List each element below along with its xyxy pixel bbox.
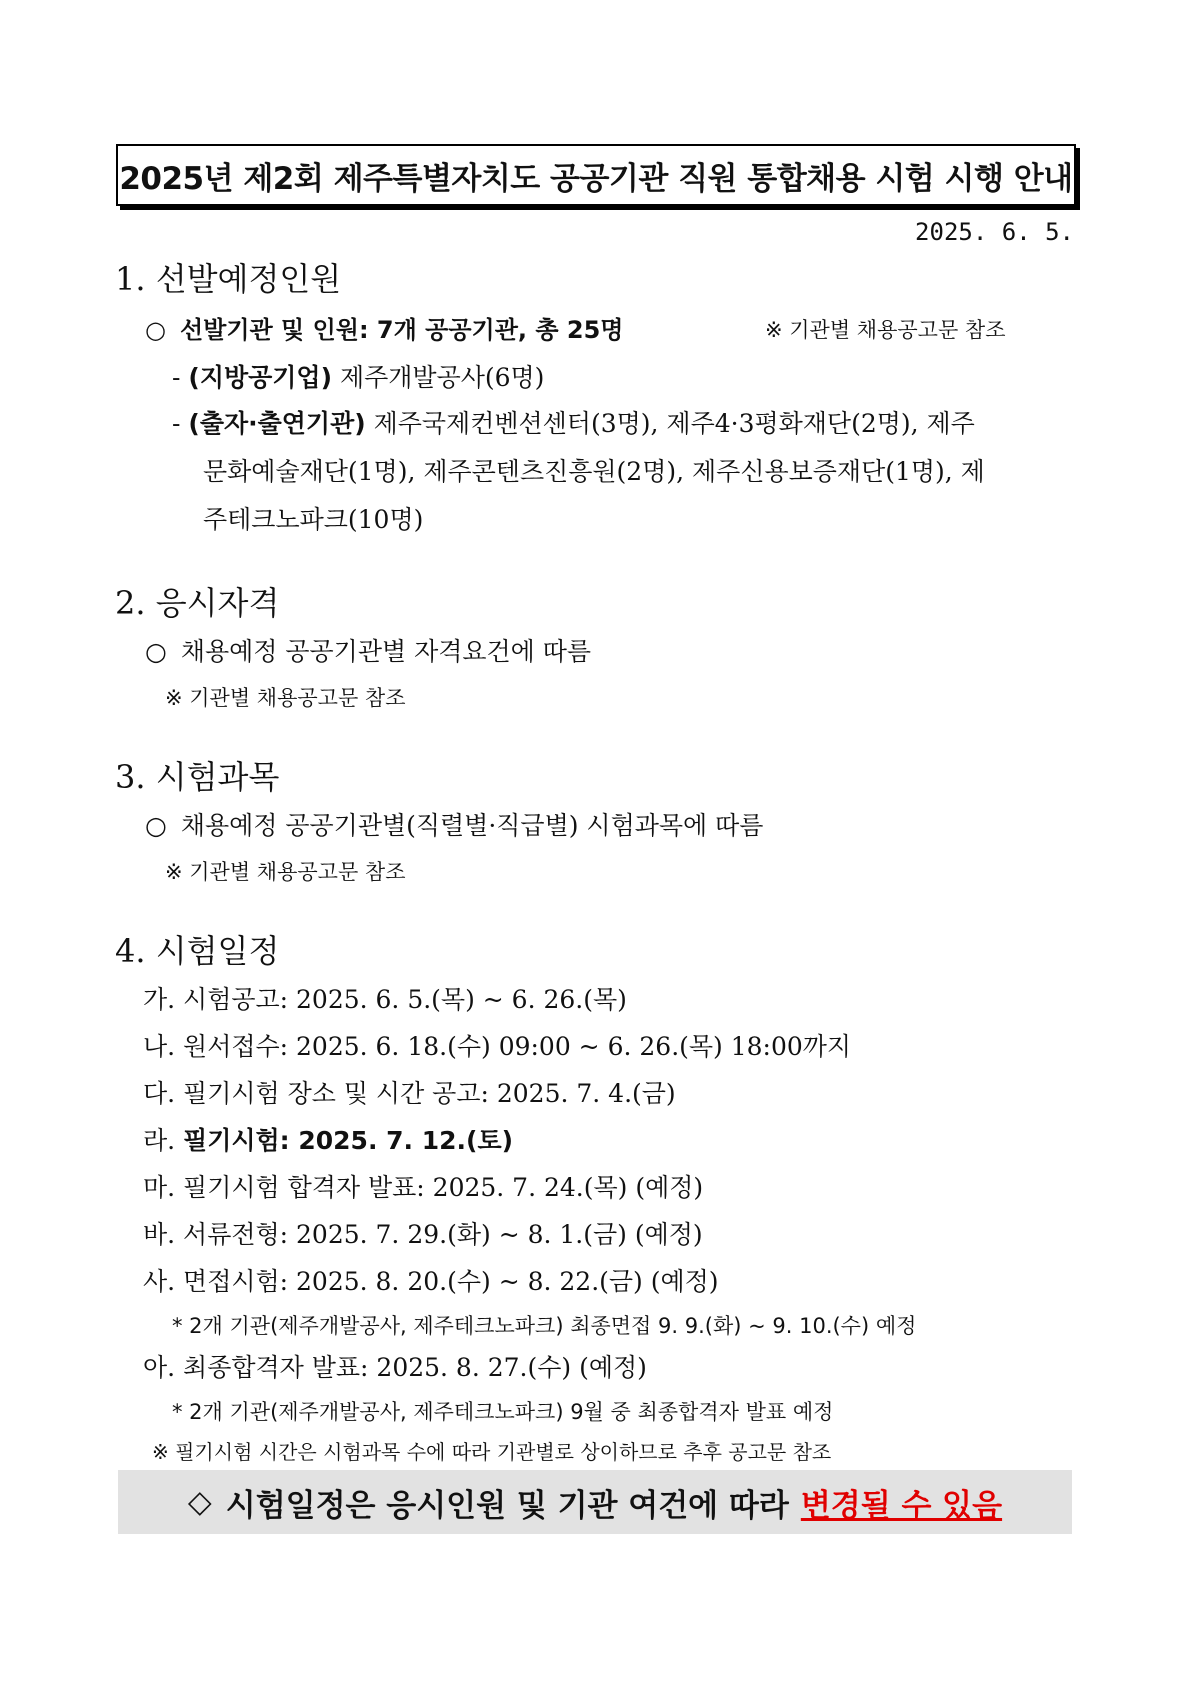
section1-item xyxy=(145,310,623,345)
notice-banner xyxy=(118,1470,1072,1534)
schedule-item-ra-prefix: 라. xyxy=(143,1126,176,1155)
section2-item-text: 채용예정 공공기관별 자격요건에 따름 xyxy=(180,637,592,666)
section3-heading: 3. 시험과목 xyxy=(115,758,280,796)
banner-highlight: 변경될 수 있음 xyxy=(800,1487,1003,1524)
bullet-icon: ○ xyxy=(145,811,167,840)
section2-note: ※ 기관별 채용공고문 참조 xyxy=(165,686,406,710)
section1-sub2-line3: 주테크노파크(10명) xyxy=(203,505,424,534)
section1-sub1 xyxy=(172,358,544,394)
schedule-item-ga: 가. 시험공고: 2025. 6. 5.(목) ~ 6. 26.(목) xyxy=(143,985,627,1014)
section1-heading: 1. 선발예정인원 xyxy=(115,260,342,298)
section1-sub1-category: (지방공기업) xyxy=(188,363,333,392)
section1-sub2 xyxy=(172,404,975,440)
document-date: 2025. 6. 5. xyxy=(915,218,1074,246)
dash: - xyxy=(172,409,181,438)
section3-item xyxy=(145,806,763,842)
section3-note: ※ 기관별 채용공고문 참조 xyxy=(165,860,406,884)
schedule-item-a: 아. 최종합격자 발표: 2025. 8. 27.(수) (예정) xyxy=(143,1353,647,1382)
section1-sub2-line1: 제주국제컨벤션센터(3명), 제주4·3평화재단(2명), 제주 xyxy=(373,409,975,438)
section1-item-text: 선발기관 및 인원: 7개 공공기관, 총 25명 xyxy=(179,316,624,344)
section1-sub1-text: 제주개발공사(6명) xyxy=(339,363,545,392)
banner-text: 시험일정은 응시인원 및 기관 여건에 따라 xyxy=(225,1487,789,1524)
bullet-icon: ○ xyxy=(145,637,167,666)
schedule-item-ra-text: 필기시험: 2025. 7. 12.(토) xyxy=(183,1126,514,1155)
bullet-icon: ○ xyxy=(145,316,166,344)
diamond-icon: ◇ xyxy=(187,1484,212,1520)
schedule-item-ra xyxy=(143,1121,513,1157)
document-title: 2025년 제2회 제주특별자치도 공공기관 직원 통합채용 시험 시행 안내 xyxy=(116,144,1076,206)
schedule-note-a: * 2개 기관(제주개발공사, 제주테크노파크) 9월 중 최종합격자 발표 예정 xyxy=(172,1400,834,1424)
section4-heading: 4. 시험일정 xyxy=(115,932,280,970)
dash: - xyxy=(172,363,181,392)
schedule-item-da: 다. 필기시험 장소 및 시간 공고: 2025. 7. 4.(금) xyxy=(143,1079,676,1108)
section3-item-text: 채용예정 공공기관별(직렬별·직급별) 시험과목에 따름 xyxy=(180,811,764,840)
schedule-note-sa: * 2개 기관(제주개발공사, 제주테크노파크) 최종면접 9. 9.(화) ~ 9. 10.(수) 예정 xyxy=(172,1314,917,1338)
section1-sub2-line2: 문화예술재단(1명), 제주콘텐츠진흥원(2명), 제주신용보증재단(1명), 제 xyxy=(203,457,985,486)
section1-sub2-category: (출자·출연기관) xyxy=(188,409,366,438)
schedule-item-na: 나. 원서접수: 2025. 6. 18.(수) 09:00 ~ 6. 26.(목) 18:00까지 xyxy=(143,1032,852,1061)
schedule-note-final: ※ 필기시험 시간은 시험과목 수에 따라 기관별로 상이하므로 추후 공고문 참조 xyxy=(152,1440,832,1464)
section2-heading: 2. 응시자격 xyxy=(115,584,280,622)
section2-item xyxy=(145,632,591,668)
section1-note: ※ 기관별 채용공고문 참조 xyxy=(765,318,1006,342)
schedule-item-ma: 마. 필기시험 합격자 발표: 2025. 7. 24.(목) (예정) xyxy=(143,1173,704,1202)
schedule-item-sa: 사. 면접시험: 2025. 8. 20.(수) ~ 8. 22.(금) (예정) xyxy=(143,1267,719,1296)
schedule-item-ba: 바. 서류전형: 2025. 7. 29.(화) ~ 8. 1.(금) (예정) xyxy=(143,1220,703,1249)
